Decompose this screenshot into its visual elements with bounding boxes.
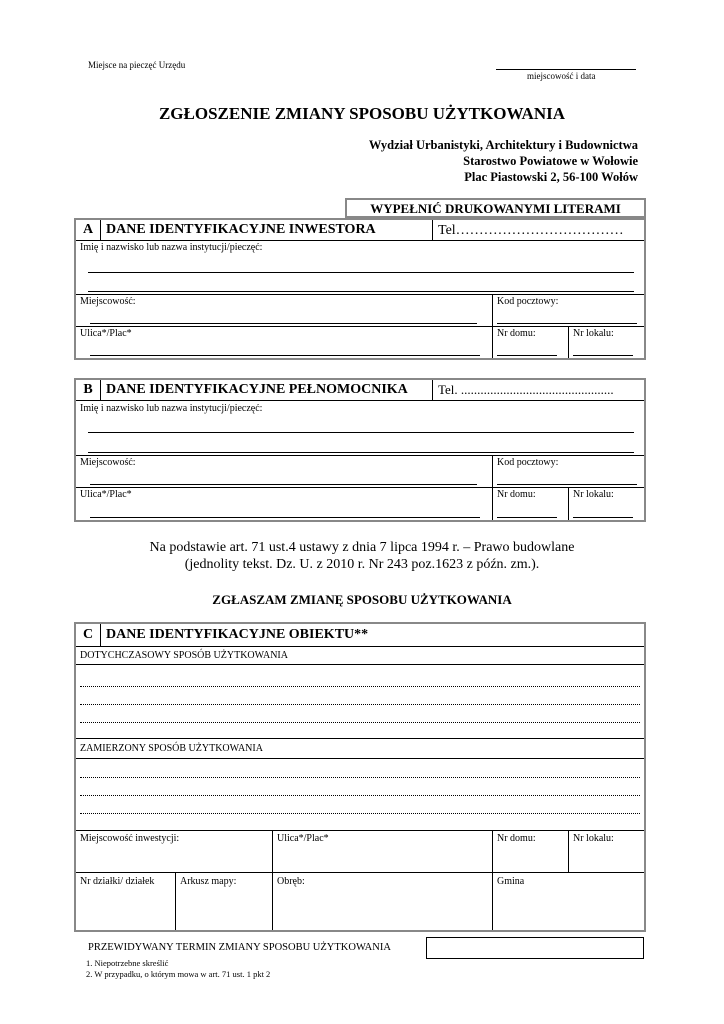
current-use-line-1[interactable] bbox=[80, 686, 640, 687]
attorney-house-input[interactable] bbox=[497, 517, 557, 518]
fill-note-box bbox=[345, 198, 646, 218]
planned-term-input[interactable] bbox=[426, 937, 644, 959]
legal-basis-line: Na podstawie art. 71 ust.4 ustawy z dnia 7 lipca 1994 r. – Prawo budowlane bbox=[149, 540, 575, 555]
investor-phone-field[interactable]: Tel……………………………… bbox=[438, 223, 624, 238]
attorney-street-label: Ulica*/Plac* bbox=[80, 489, 132, 500]
investor-name-line-2[interactable] bbox=[88, 291, 634, 292]
attorney-postal-input[interactable] bbox=[497, 484, 637, 485]
attorney-street-input[interactable] bbox=[90, 517, 480, 518]
intended-use-line-2[interactable] bbox=[80, 795, 640, 796]
investor-house-input[interactable] bbox=[497, 355, 557, 356]
address-line: Starostwo Powiatowe w Wołowie bbox=[463, 154, 638, 168]
place-date-label: miejscowość i data bbox=[527, 71, 596, 81]
place-date-line bbox=[496, 69, 636, 70]
object-street-label: Ulica*/Plac* bbox=[277, 833, 329, 844]
section-a bbox=[74, 218, 646, 360]
attorney-city-input[interactable] bbox=[90, 484, 477, 485]
investor-flat-input[interactable] bbox=[573, 355, 633, 356]
intended-use-label: ZAMIERZONY SPOSÓB UŻYTKOWANIA bbox=[80, 743, 263, 754]
footnote: 2. W przypadku, o którym mowa w art. 71 ust. 1 pkt 2 bbox=[86, 969, 271, 979]
document-title: ZGŁOSZENIE ZMIANY SPOSOBU UŻYTKOWANIA bbox=[158, 104, 566, 123]
intended-use-line-1[interactable] bbox=[80, 777, 640, 778]
map-sheet-label: Arkusz mapy: bbox=[180, 876, 237, 887]
section-c-title: DANE IDENTYFIKACYJNE OBIEKTU** bbox=[106, 627, 369, 642]
attorney-phone-field[interactable]: Tel. ............................................... bbox=[438, 382, 614, 397]
footnote: 1. Niepotrzebne skreślić bbox=[86, 958, 169, 968]
investor-postal-label: Kod pocztowy: bbox=[497, 296, 559, 307]
footnotes bbox=[86, 958, 270, 980]
legal-basis-line: (jednolity tekst. Dz. U. z 2010 r. Nr 243 poz.1623 z późn. zm.). bbox=[184, 557, 540, 572]
investor-name-label: Imię i nazwisko lub nazwa instytucji/pieczęć: bbox=[80, 242, 263, 253]
precinct-label: Obręb: bbox=[277, 876, 305, 887]
attorney-house-label: Nr domu: bbox=[497, 489, 536, 500]
investor-city-input[interactable] bbox=[90, 323, 477, 324]
attorney-name-line-2[interactable] bbox=[88, 452, 634, 453]
declaration-heading: ZGŁASZAM ZMIANĘ SPOSOBU UŻYTKOWANIA bbox=[212, 592, 512, 607]
section-c bbox=[74, 622, 646, 932]
planned-term-label: PRZEWIDYWANY TERMIN ZMIANY SPOSOBU UŻYTKOWANIA bbox=[88, 942, 391, 953]
section-a-letter: A bbox=[82, 222, 94, 237]
current-use-line-3[interactable] bbox=[80, 722, 640, 723]
investor-flat-label: Nr lokalu: bbox=[573, 328, 614, 339]
section-b-title: DANE IDENTYFIKACYJNE PEŁNOMOCNIKA bbox=[106, 382, 408, 397]
fill-note: WYPEŁNIĆ DRUKOWANYMI LITERAMI bbox=[370, 201, 621, 216]
address-line: Wydział Urbanistyki, Architektury i Budownictwa bbox=[368, 138, 638, 152]
investor-name-line-1[interactable] bbox=[88, 272, 634, 273]
office-address bbox=[369, 137, 638, 185]
legal-basis bbox=[0, 539, 724, 573]
intended-use-line-3[interactable] bbox=[80, 813, 640, 814]
plot-number-label: Nr działki/ działek bbox=[80, 876, 155, 887]
investment-city-label: Miejscowość inwestycji: bbox=[80, 833, 180, 844]
current-use-line-2[interactable] bbox=[80, 704, 640, 705]
attorney-flat-input[interactable] bbox=[573, 517, 633, 518]
object-house-label: Nr domu: bbox=[497, 833, 536, 844]
investor-postal-input[interactable] bbox=[497, 323, 637, 324]
commune-label: Gmina bbox=[497, 876, 525, 887]
investor-house-label: Nr domu: bbox=[497, 328, 536, 339]
attorney-flat-label: Nr lokalu: bbox=[573, 489, 614, 500]
attorney-name-line-1[interactable] bbox=[88, 432, 634, 433]
investor-street-label: Ulica*/Plac* bbox=[80, 328, 132, 339]
attorney-postal-label: Kod pocztowy: bbox=[497, 457, 559, 468]
section-a-title: DANE IDENTYFIKACYJNE INWESTORA bbox=[106, 222, 376, 237]
address-line: Plac Piastowski 2, 56-100 Wołów bbox=[464, 170, 638, 184]
stamp-place-label: Miejsce na pieczęć Urzędu bbox=[88, 60, 186, 70]
attorney-city-label: Miejscowość: bbox=[80, 457, 136, 468]
investor-street-input[interactable] bbox=[90, 355, 480, 356]
current-use-label: DOTYCHCZASOWY SPOSÓB UŻYTKOWANIA bbox=[80, 650, 288, 661]
section-b bbox=[74, 378, 646, 522]
section-b-letter: B bbox=[83, 382, 93, 397]
attorney-name-label: Imię i nazwisko lub nazwa instytucji/pieczęć: bbox=[80, 403, 263, 414]
section-c-letter: C bbox=[82, 627, 94, 642]
object-flat-label: Nr lokalu: bbox=[573, 833, 614, 844]
investor-city-label: Miejscowość: bbox=[80, 296, 136, 307]
